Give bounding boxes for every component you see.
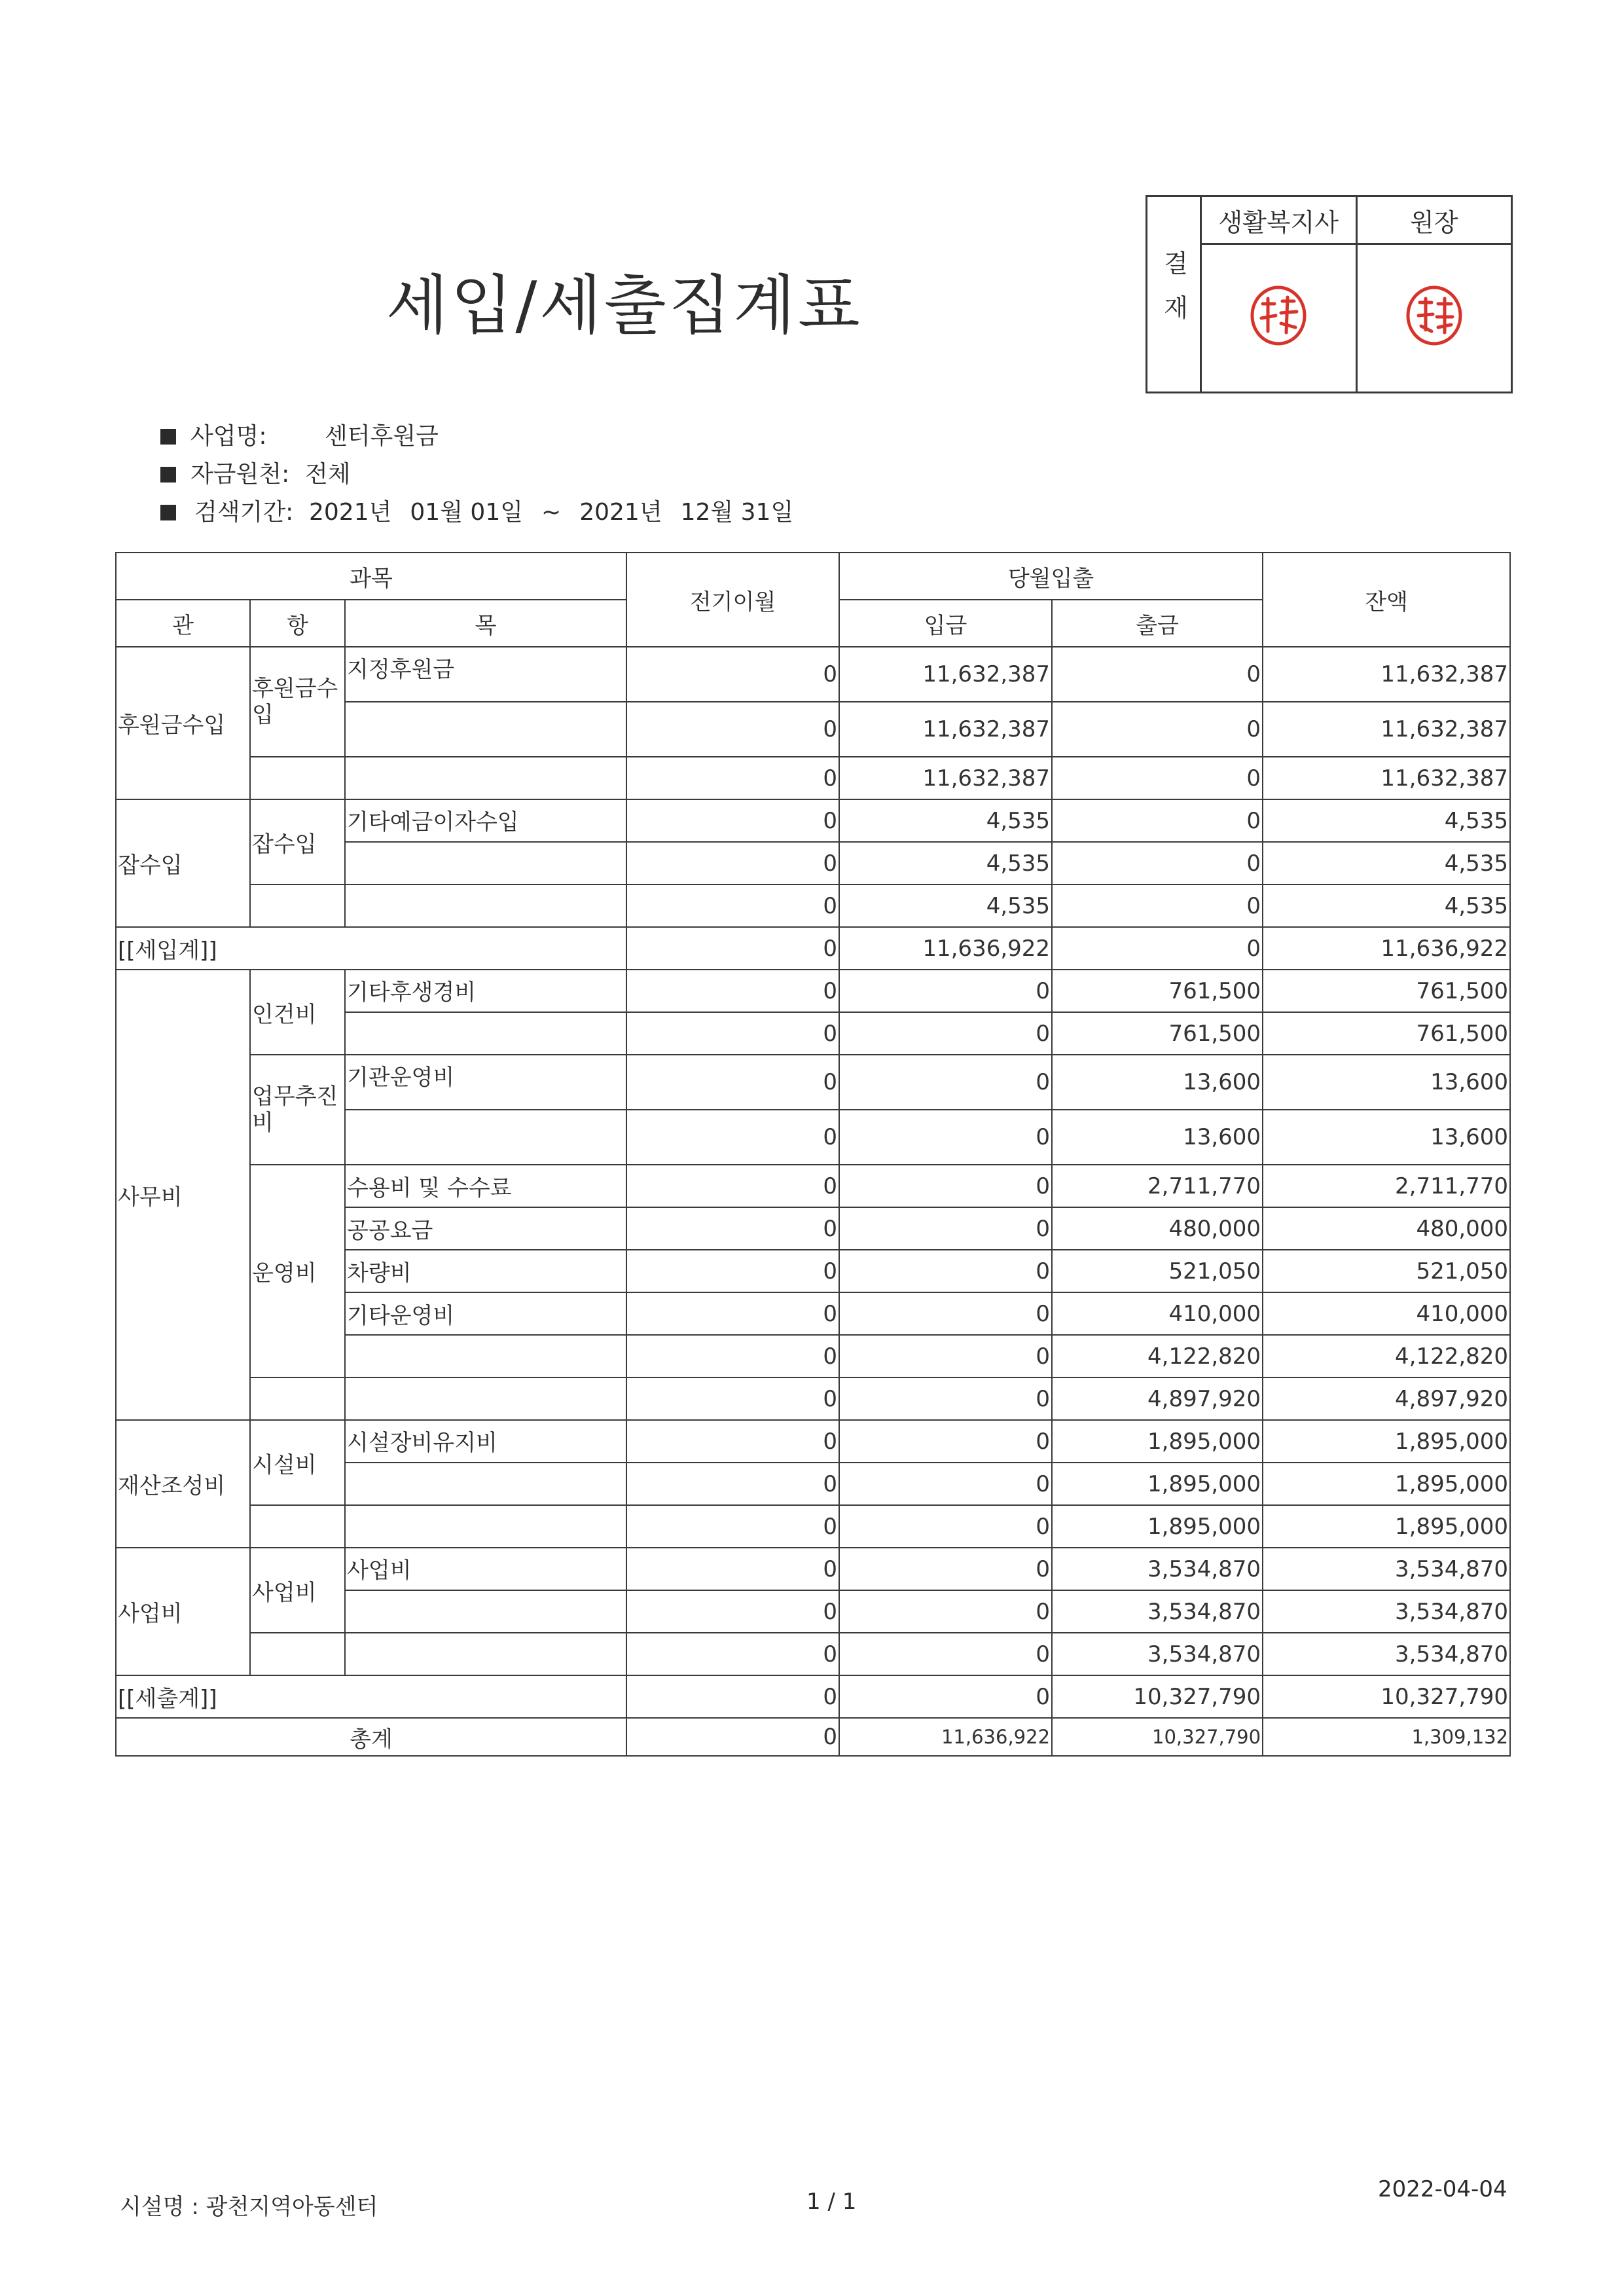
mok-cell <box>345 1335 626 1377</box>
mok-cell: 시설장비유지비 <box>345 1420 626 1463</box>
prev-cell: 0 <box>626 1590 839 1633</box>
mok-cell <box>345 1505 626 1548</box>
expense-cell: 13,600 <box>1052 1055 1263 1110</box>
table-row <box>116 884 1510 927</box>
info-fund <box>160 456 812 494</box>
income-cell: 11,636,922 <box>839 1718 1052 1756</box>
expense-cell: 2,711,770 <box>1052 1165 1263 1207</box>
table-row <box>116 647 1510 702</box>
income-cell: 0 <box>839 1377 1052 1420</box>
prev-cell: 0 <box>626 1377 839 1420</box>
expense-total-label: [[세출계]] <box>116 1675 626 1718</box>
fund-label: 자금원천: <box>190 461 290 488</box>
mok-cell: 기관운영비 <box>345 1055 626 1110</box>
facility-name: 시설명 : 광천지역아동센터 <box>120 2194 378 2220</box>
period-end-year: 2021년 <box>579 499 662 526</box>
header-current: 당월입출 <box>839 553 1263 600</box>
grand-total-label: 총계 <box>116 1718 626 1756</box>
mok-cell <box>345 1012 626 1055</box>
mok-cell <box>345 1633 626 1675</box>
approval-label: 결재 <box>1147 196 1201 393</box>
table-row <box>116 970 1510 1012</box>
table-row <box>116 1165 1510 1207</box>
expense-cell: 0 <box>1052 884 1263 927</box>
balance-cell: 1,309,132 <box>1263 1718 1510 1756</box>
mok-cell <box>345 1463 626 1505</box>
table-row <box>116 1055 1510 1110</box>
income-cell: 0 <box>839 1548 1052 1590</box>
balance-cell: 3,534,870 <box>1263 1633 1510 1675</box>
expense-cell: 0 <box>1052 647 1263 702</box>
mok-cell <box>345 702 626 757</box>
income-cell: 0 <box>839 1463 1052 1505</box>
table-row <box>116 799 1510 842</box>
income-cell: 11,632,387 <box>839 702 1052 757</box>
income-cell: 0 <box>839 970 1052 1012</box>
expense-cell: 0 <box>1052 757 1263 799</box>
table-row <box>116 1548 1510 1590</box>
prev-cell: 0 <box>626 842 839 884</box>
prev-cell: 0 <box>626 1165 839 1207</box>
prev-cell: 0 <box>626 1633 839 1675</box>
hang-cell: 운영비 <box>250 1165 345 1377</box>
info-business <box>160 418 812 456</box>
period-label: 검색기간: <box>194 499 294 526</box>
balance-cell: 410,000 <box>1263 1292 1510 1335</box>
header-prev: 전기이월 <box>626 553 839 647</box>
income-cell: 0 <box>839 1292 1052 1335</box>
mok-cell: 공공요금 <box>345 1207 626 1250</box>
expense-cell: 0 <box>1052 842 1263 884</box>
income-cell: 11,636,922 <box>839 927 1052 970</box>
mok-cell <box>345 842 626 884</box>
gwan-cell: 잡수입 <box>116 799 250 927</box>
income-cell: 0 <box>839 1675 1052 1718</box>
mok-cell: 사업비 <box>345 1548 626 1590</box>
balance-cell: 13,600 <box>1263 1055 1510 1110</box>
income-cell: 0 <box>839 1207 1052 1250</box>
mok-cell: 기타예금이자수입 <box>345 799 626 842</box>
expense-cell: 3,534,870 <box>1052 1590 1263 1633</box>
balance-cell: 10,327,790 <box>1263 1675 1510 1718</box>
income-total-row <box>116 927 1510 970</box>
header-balance: 잔액 <box>1263 553 1510 647</box>
prev-cell: 0 <box>626 647 839 702</box>
header-hang: 항 <box>250 600 345 647</box>
hang-cell: 사업비 <box>250 1548 345 1633</box>
hang-cell: 잡수입 <box>250 799 345 884</box>
page-number: 1 / 1 <box>806 2189 857 2215</box>
balance-cell: 1,895,000 <box>1263 1463 1510 1505</box>
grand-total-row <box>116 1718 1510 1756</box>
prev-cell: 0 <box>626 702 839 757</box>
table-row <box>116 1377 1510 1420</box>
header-gwan: 관 <box>116 600 250 647</box>
income-cell: 0 <box>839 1250 1052 1292</box>
hang-cell: 인건비 <box>250 970 345 1055</box>
income-cell: 11,632,387 <box>839 757 1052 799</box>
expense-cell: 761,500 <box>1052 970 1263 1012</box>
business-label: 사업명: <box>190 423 267 450</box>
income-cell: 0 <box>839 1505 1052 1548</box>
income-cell: 0 <box>839 1012 1052 1055</box>
mok-cell <box>345 757 626 799</box>
expense-cell: 4,897,920 <box>1052 1377 1263 1420</box>
balance-cell: 13,600 <box>1263 1110 1510 1165</box>
prev-cell: 0 <box>626 1250 839 1292</box>
expense-cell: 410,000 <box>1052 1292 1263 1335</box>
table-row <box>116 757 1510 799</box>
expense-cell: 1,895,000 <box>1052 1463 1263 1505</box>
hang-cell <box>250 1505 345 1548</box>
prev-cell: 0 <box>626 1675 839 1718</box>
approver-role-director: 원장 <box>1356 196 1512 244</box>
hang-cell: 시설비 <box>250 1420 345 1505</box>
signature-director <box>1356 244 1512 393</box>
balance-cell: 11,632,387 <box>1263 647 1510 702</box>
mok-cell: 기타후생경비 <box>345 970 626 1012</box>
prev-cell: 0 <box>626 927 839 970</box>
fund-value: 전체 <box>305 461 351 488</box>
prev-cell: 0 <box>626 1420 839 1463</box>
expense-cell: 1,895,000 <box>1052 1420 1263 1463</box>
info-period <box>160 494 812 532</box>
balance-cell: 3,534,870 <box>1263 1548 1510 1590</box>
balance-cell: 1,895,000 <box>1263 1505 1510 1548</box>
period-end-date: 12월 31일 <box>680 499 794 526</box>
balance-cell: 761,500 <box>1263 1012 1510 1055</box>
expense-total-row <box>116 1675 1510 1718</box>
prev-cell: 0 <box>626 1055 839 1110</box>
balance-cell: 4,122,820 <box>1263 1335 1510 1377</box>
prev-cell: 0 <box>626 799 839 842</box>
expense-cell: 0 <box>1052 702 1263 757</box>
header-mok: 목 <box>345 600 626 647</box>
table-row <box>116 1633 1510 1675</box>
balance-cell: 11,636,922 <box>1263 927 1510 970</box>
balance-cell: 521,050 <box>1263 1250 1510 1292</box>
header-subject: 과목 <box>116 553 626 600</box>
expense-cell: 13,600 <box>1052 1110 1263 1165</box>
income-cell: 0 <box>839 1055 1052 1110</box>
search-info <box>160 418 812 532</box>
mok-cell <box>345 1377 626 1420</box>
period-start-date: 01월 01일 <box>410 499 524 526</box>
ledger-table <box>115 552 1511 1757</box>
prev-cell: 0 <box>626 1505 839 1548</box>
expense-cell: 0 <box>1052 799 1263 842</box>
mok-cell: 차량비 <box>345 1250 626 1292</box>
print-date: 2022-04-04 <box>1378 2176 1507 2202</box>
expense-cell: 3,534,870 <box>1052 1548 1263 1590</box>
prev-cell: 0 <box>626 1548 839 1590</box>
balance-cell: 480,000 <box>1263 1207 1510 1250</box>
income-cell: 4,535 <box>839 842 1052 884</box>
prev-cell: 0 <box>626 1207 839 1250</box>
mok-cell: 기타운영비 <box>345 1292 626 1335</box>
balance-cell: 4,535 <box>1263 884 1510 927</box>
page-title: 세입/세출집계표 <box>386 268 863 343</box>
prev-cell: 0 <box>626 1110 839 1165</box>
income-cell: 0 <box>839 1110 1052 1165</box>
period-separator: ~ <box>541 499 562 526</box>
prev-cell: 0 <box>626 1292 839 1335</box>
income-cell: 4,535 <box>839 799 1052 842</box>
approval-box <box>1146 195 1513 393</box>
header-income: 입금 <box>839 600 1052 647</box>
mok-cell <box>345 884 626 927</box>
bullet-square-icon <box>160 467 176 483</box>
prev-cell: 0 <box>626 757 839 799</box>
income-cell: 0 <box>839 1420 1052 1463</box>
balance-cell: 11,632,387 <box>1263 702 1510 757</box>
prev-cell: 0 <box>626 1463 839 1505</box>
balance-cell: 2,711,770 <box>1263 1165 1510 1207</box>
hang-cell <box>250 1377 345 1420</box>
prev-cell: 0 <box>626 884 839 927</box>
hang-cell <box>250 757 345 799</box>
hang-cell: 업무추진비 <box>250 1055 345 1165</box>
prev-cell: 0 <box>626 1012 839 1055</box>
income-cell: 4,535 <box>839 884 1052 927</box>
expense-cell: 4,122,820 <box>1052 1335 1263 1377</box>
hang-cell <box>250 884 345 927</box>
expense-cell: 0 <box>1052 927 1263 970</box>
balance-cell: 11,632,387 <box>1263 757 1510 799</box>
header-expense: 출금 <box>1052 600 1263 647</box>
expense-cell: 521,050 <box>1052 1250 1263 1292</box>
income-cell: 0 <box>839 1165 1052 1207</box>
approver-role-social-worker: 생활복지사 <box>1201 196 1357 244</box>
red-seal-icon <box>1404 284 1464 347</box>
hang-cell <box>250 1633 345 1675</box>
red-seal-icon <box>1248 284 1308 347</box>
signature-social-worker <box>1201 244 1357 393</box>
prev-cell: 0 <box>626 1718 839 1756</box>
balance-cell: 3,534,870 <box>1263 1590 1510 1633</box>
income-cell: 11,632,387 <box>839 647 1052 702</box>
balance-cell: 1,895,000 <box>1263 1420 1510 1463</box>
balance-cell: 4,535 <box>1263 842 1510 884</box>
expense-cell: 10,327,790 <box>1052 1718 1263 1756</box>
expense-cell: 761,500 <box>1052 1012 1263 1055</box>
expense-cell: 1,895,000 <box>1052 1505 1263 1548</box>
gwan-cell: 후원금수입 <box>116 647 250 799</box>
table-row <box>116 1420 1510 1463</box>
expense-cell: 480,000 <box>1052 1207 1263 1250</box>
gwan-cell: 사업비 <box>116 1548 250 1675</box>
table-row <box>116 1505 1510 1548</box>
bullet-square-icon <box>160 429 176 445</box>
hang-cell: 후원금수입 <box>250 647 345 757</box>
bullet-square-icon <box>160 505 176 520</box>
income-cell: 0 <box>839 1633 1052 1675</box>
mok-cell: 수용비 및 수수료 <box>345 1165 626 1207</box>
period-start-year: 2021년 <box>309 499 392 526</box>
expense-cell: 3,534,870 <box>1052 1633 1263 1675</box>
expense-cell: 10,327,790 <box>1052 1675 1263 1718</box>
income-cell: 0 <box>839 1335 1052 1377</box>
income-cell: 0 <box>839 1590 1052 1633</box>
income-total-label: [[세입계]] <box>116 927 626 970</box>
balance-cell: 4,535 <box>1263 799 1510 842</box>
gwan-cell: 재산조성비 <box>116 1420 250 1548</box>
prev-cell: 0 <box>626 1335 839 1377</box>
mok-cell <box>345 1110 626 1165</box>
balance-cell: 761,500 <box>1263 970 1510 1012</box>
mok-cell <box>345 1590 626 1633</box>
business-value: 센터후원금 <box>325 423 439 450</box>
mok-cell: 지정후원금 <box>345 647 626 702</box>
gwan-cell: 사무비 <box>116 970 250 1420</box>
prev-cell: 0 <box>626 970 839 1012</box>
balance-cell: 4,897,920 <box>1263 1377 1510 1420</box>
